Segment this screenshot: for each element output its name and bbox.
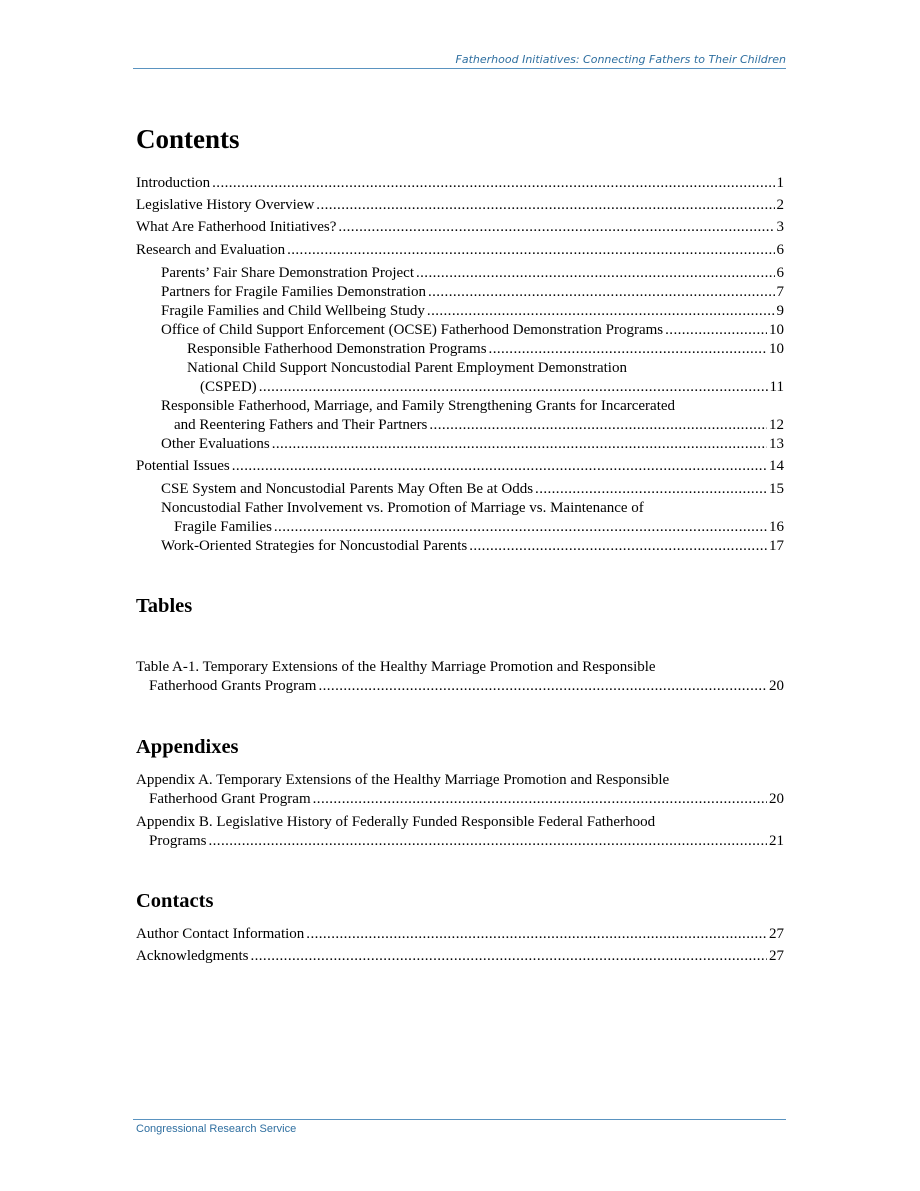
header-rule (133, 68, 786, 69)
contents-title: Contents (136, 124, 240, 154)
toc-entry-cse-system[interactable]: CSE System and Noncustodial Parents May Often Be at Odds ..... 15 (161, 480, 784, 499)
toc-entry-responsible-fatherhood-demo[interactable]: Responsible Fatherhood Demonstration Programs ..... 10 (187, 340, 784, 359)
toc-entry-what-are-initiatives[interactable]: What Are Fatherhood Initiatives? ..... 3 (136, 218, 784, 237)
tables-heading: Tables (136, 595, 193, 617)
toc-entry-introduction[interactable]: Introduction ..... 1 (136, 174, 784, 193)
appendixes-heading: Appendixes (136, 736, 239, 758)
toc-entry-partners-fragile-families[interactable]: Partners for Fragile Families Demonstration ..... 7 (161, 283, 784, 302)
toc-entry-fragile-families-study[interactable]: Fragile Families and Child Wellbeing Study ..... 9 (161, 302, 784, 321)
footer-rule (133, 1119, 786, 1120)
contacts-heading: Contacts (136, 890, 214, 912)
toc-entry-ocse-programs[interactable]: Office of Child Support Enforcement (OCSE) Fatherhood Demonstration Programs ..... 10 (161, 321, 784, 340)
toc-entry-parents-fair-share[interactable]: Parents’ Fair Share Demonstration Project ..... 6 (161, 264, 784, 283)
document-page: Fatherhood Initiatives: Connecting Fathers to Their Children Contents Introduction ..... 1 Legislative History Overview ..... 2 What Are Fatherhood Initiatives? ..... 3 Research and Evaluation ..... 6 Parents’ Fair Share Demonstration Project ..... 6 Partners for Fragile Families Demonstration ..... 7 Fragile Families and Child Wellbeing Study ..... 9 Office of Child Support Enforcement (OCSE) Fatherhood Demonstration Programs ..... 10 Responsible Fatherhood Demonstration Programs ..... 10 National Child Support Noncustodial Parent Employment Demonstration (CSPED) ..... 11 Responsible Fatherhood, Marriage, and Family Strengthening Grants for Incarcerated and Reentering Fathers and Their Partners ..... 12 Other Evaluations ..... 13 Potential Issues ..... 14 CSE System and Noncustodial Parents May Often Be at Odds ..... 15 Noncustodial Father Involvement vs. Promotion of Marriage vs. Maintenance of Fragile Families ..... 16 Work-Oriented Strategies for Noncustodial Parents ..... 17 Tables Table A-1. Temporary Extensions of the Healthy Marriage Promotion and Responsible Fatherhood Grants Program ..... 20 Appendixes Appendix A. Temporary Extensions of the Healthy Marriage Promotion and Responsible Fatherhood Grant Program ..... 20 Appendix B. Legislative History of Federally Funded Responsible Federal Fatherhood Programs ..... 21 Contacts Author Contact Information ..... 27 Acknowledgments ..... 27 Congressional Research Service (0, 0, 920, 1191)
running-footer: Congressional Research Service (136, 1123, 297, 1135)
toc-entry-potential-issues[interactable]: Potential Issues ..... 14 (136, 457, 784, 476)
toc-entry-acknowledgments[interactable]: Acknowledgments ..... 27 (136, 947, 784, 966)
toc-entry-legislative-history[interactable]: Legislative History Overview ..... 2 (136, 196, 784, 215)
toc-entry-work-oriented[interactable]: Work-Oriented Strategies for Noncustodial Parents ..... 17 (161, 537, 784, 556)
toc-entry-research-evaluation[interactable]: Research and Evaluation ..... 6 (136, 241, 784, 260)
toc-entry-other-evaluations[interactable]: Other Evaluations ..... 13 (161, 435, 784, 454)
running-header: Fatherhood Initiatives: Connecting Fathers to Their Children (455, 53, 786, 66)
toc-entry-author-contact[interactable]: Author Contact Information ..... 27 (136, 925, 784, 944)
